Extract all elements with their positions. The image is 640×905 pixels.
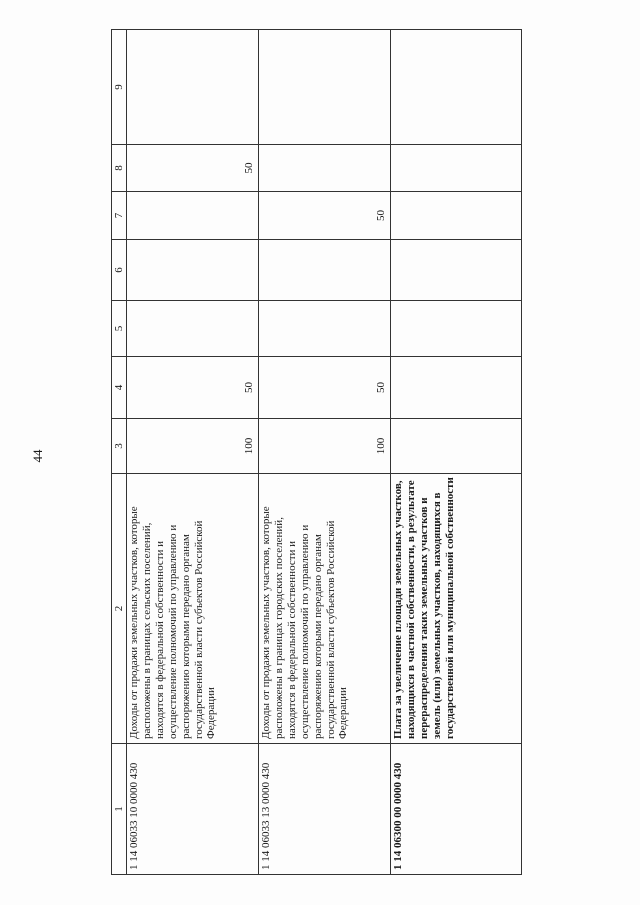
row-value-col3: 100	[127, 419, 259, 474]
header-cell-7: 7	[112, 192, 127, 240]
header-cell-5: 5	[112, 301, 127, 357]
page-number: 44	[30, 449, 45, 463]
row-name-cell: Доходы от продажи земельных участков, которые расположены в границах сельских поселений, находятся в федеральной собственности и осуществление полномочий по управлению и распоряжению которыми передано органам государственной власти субъектов Российской Федерации	[127, 474, 259, 744]
row-value-col4	[391, 357, 522, 419]
table-row	[391, 30, 522, 875]
table-header-row	[112, 30, 127, 875]
header-cell-3: 3	[112, 419, 127, 474]
row-value-col9	[391, 30, 522, 145]
row-name-cell: Доходы от продажи земельных участков, которые расположены в границах городских поселений, находятся в федеральной собственности и осуществление полномочий по управлению и распоряжению которыми передано органам государственной власти субъектов Российской Федерации	[259, 474, 391, 744]
row-value-col8	[259, 145, 391, 192]
row-code-cell: 1 14 06300 00 0000 430	[391, 744, 522, 875]
row-name-cell: Плата за увеличение площади земельных участков, находящихся в частной собственности, в результате перераспределения таких земельных участков и земель (или) земельных участков, находящихся в государственной или муниципальной собственности	[391, 474, 522, 744]
row-value-col4: 50	[127, 357, 259, 419]
row-value-col7	[127, 192, 259, 240]
header-cell-1: 1	[112, 744, 127, 875]
row-value-col7	[391, 192, 522, 240]
header-cell-9: 9	[112, 30, 127, 145]
row-value-col3	[391, 419, 522, 474]
row-value-col6	[259, 240, 391, 301]
row-code-cell: 1 14 06033 13 0000 430	[259, 744, 391, 875]
budget-classification-table	[111, 29, 522, 875]
row-value-col8: 50	[127, 145, 259, 192]
table-row	[127, 30, 259, 875]
rotated-table-container	[111, 30, 522, 875]
row-value-col4: 50	[259, 357, 391, 419]
header-cell-6: 6	[112, 240, 127, 301]
row-value-col9	[127, 30, 259, 145]
row-value-col9	[259, 30, 391, 145]
row-code-cell: 1 14 06033 10 0000 430	[127, 744, 259, 875]
row-value-col6	[391, 240, 522, 301]
row-value-col5	[127, 301, 259, 357]
row-value-col3: 100	[259, 419, 391, 474]
table-row	[259, 30, 391, 875]
row-value-col5	[259, 301, 391, 357]
row-value-col8	[391, 145, 522, 192]
row-value-col6	[127, 240, 259, 301]
row-value-col7: 50	[259, 192, 391, 240]
row-value-col5	[391, 301, 522, 357]
header-cell-4: 4	[112, 357, 127, 419]
header-cell-8: 8	[112, 145, 127, 192]
header-cell-2: 2	[112, 474, 127, 744]
